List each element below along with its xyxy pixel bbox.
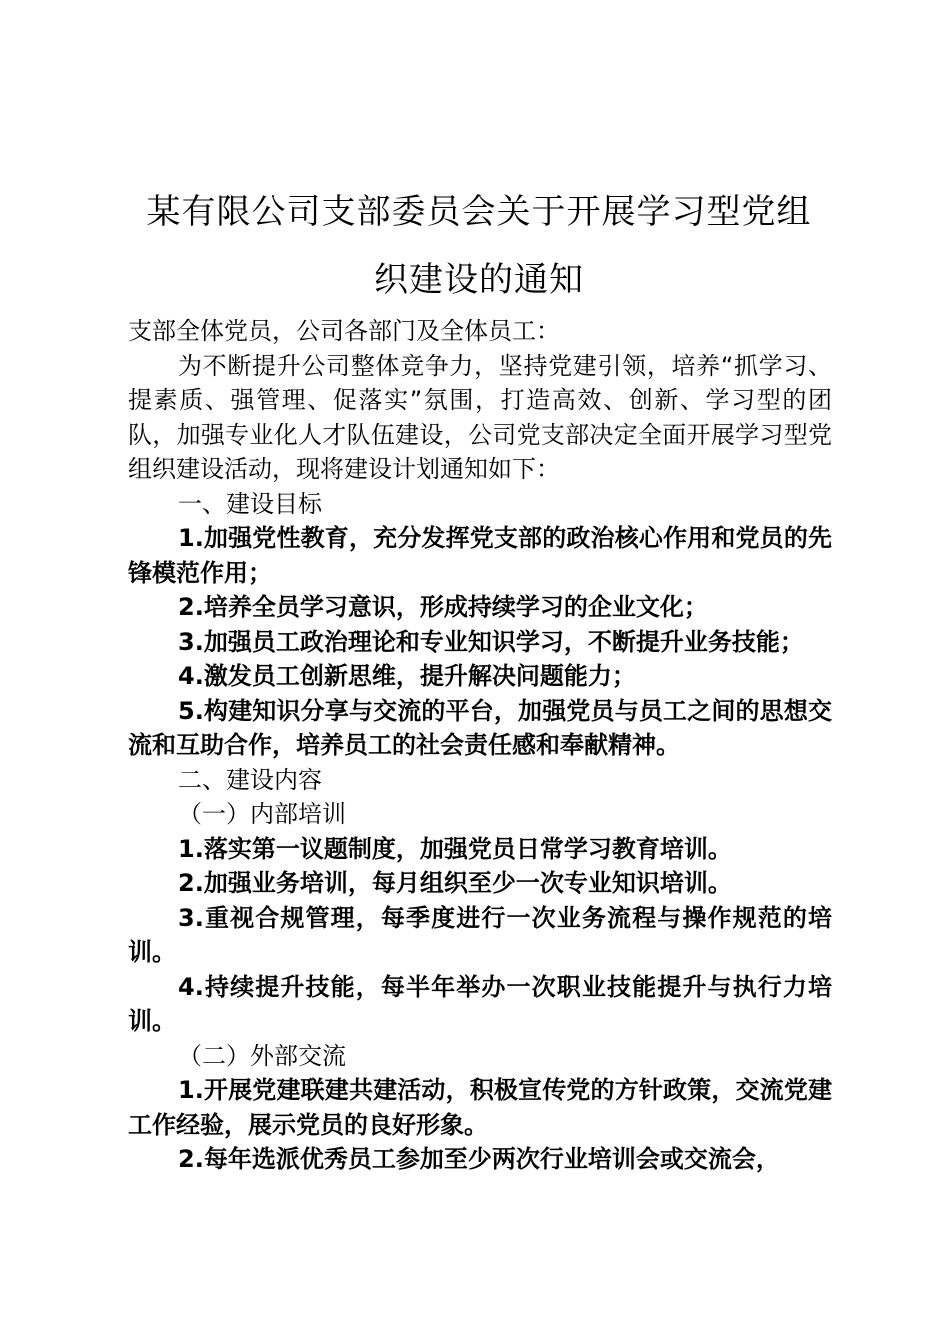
subsection-internal-training-heading: （一）内部培训 <box>178 800 346 828</box>
exchange-item-1: 1.开展党建联建共建活动，积极宣传党的方针政策，交流党建工作经验，展示党员的良好形象。 <box>128 1076 832 1139</box>
training-item-3: 3.重视合规管理，每季度进行一次业务流程与操作规范的培训。 <box>128 903 832 966</box>
subsection-external-exchange-heading: （二）外部交流 <box>178 1041 346 1070</box>
training-item-1: 1.落实第一议题制度，加强党员日常学习教育培训。 <box>178 834 732 863</box>
goal-item-4: 4.激发员工创新思维，提升解决问题能力； <box>178 662 636 690</box>
goal-item-1: 1.加强党性教育，充分发挥党支部的政治核心作用和党员的先锋模范作用； <box>128 524 832 587</box>
document-title-line-1: 某有限公司支部委员会关于开展学习型党组 <box>146 192 812 232</box>
training-item-2: 2.加强业务培训，每月组织至少一次专业知识培训。 <box>178 869 732 897</box>
goal-item-2: 2.培养全员学习意识，形成持续学习的企业文化； <box>178 593 708 621</box>
document-title-line-2: 织建设的通知 <box>374 260 584 300</box>
salutation: 支部全体党员，公司各部门及全体员工： <box>128 317 560 345</box>
section-2-heading: 二、建设内容 <box>178 765 322 794</box>
document-body <box>128 314 832 1177</box>
section-1-heading: 一、建设目标 <box>178 489 322 518</box>
exchange-item-2: 2.每年选派优秀员工参加至少两次行业培训会或交流会， <box>178 1145 780 1173</box>
goal-item-3: 3.加强员工政治理论和专业知识学习，不断提升业务技能； <box>178 627 804 656</box>
training-item-4: 4.持续提升技能，每半年举办一次职业技能提升与执行力培训。 <box>128 972 832 1035</box>
goal-item-5: 5.构建知识分享与交流的平台，加强党员与员工之间的思想交流和互助合作，培养员工的社会责任感和奉献精神。 <box>128 696 832 759</box>
intro-paragraph: 为不断提升公司整体竞争力，坚持党建引领，培养“抓学习、提素质、强管理、促落实”氛围，打造高效、创新、学习型的团队，加强专业化人才队伍建设，公司党支部决定全面开展学习型党组织建设活动，现将建设计划通知如下： <box>128 351 832 483</box>
